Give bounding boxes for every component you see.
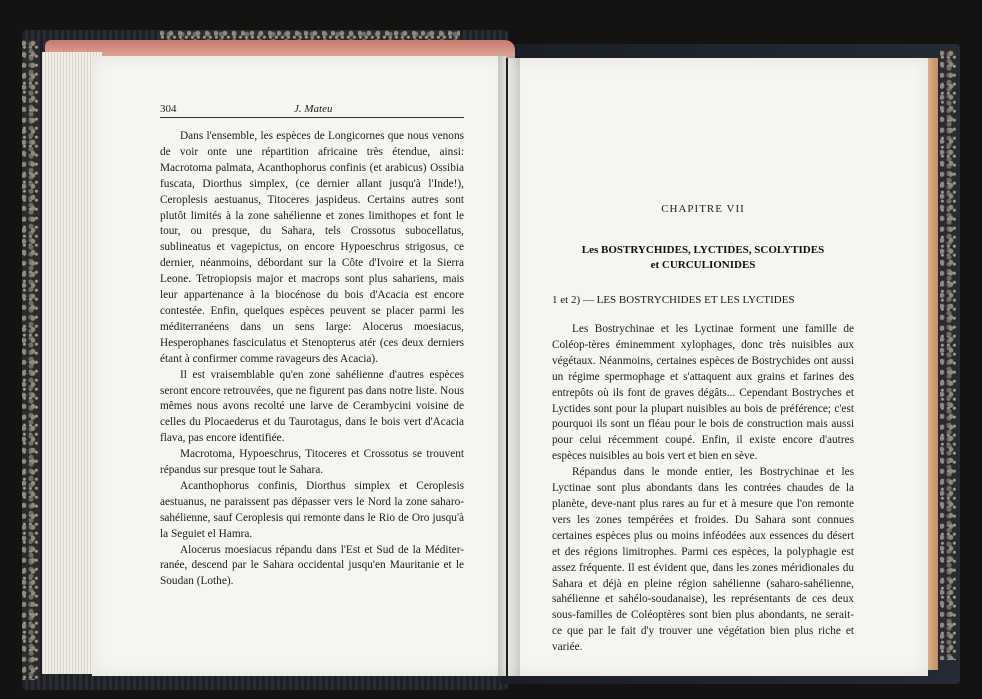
- chapter-heading: CHAPITRE VII: [661, 203, 745, 215]
- paragraph: Répandus dans le monde entier, les Bostrychinae et les Lyctinae sont plus abondants dans les contrées chaudes de la planète, deve-nant plus rares au fur et à mesure que l'on remonte vers les zones tempérées et froides. Du Sahara sont connues certaines espèces plus ou moins inféodées aux essences du désert et des régions limitrophes. Parmi ces espèces, la polyphagie est assez fréquente. Il est évident que, dans les zones méridionales du Sahara et déjà en pleine région sahélienne (saharo-sahélienne, sahélienne et sahélo-soudanaise), les représentants de ces deux sous-familles de Coléoptères sont bien plus abondants, ne serait-ce que par le fait d'y trouver une végétation bien plus riche et variée.: [552, 466, 854, 654]
- paragraph: Il est vraisemblable qu'en zone sahélienne d'autres espèces seront encore retrouvées, que ne figurent pas dans notre liste. Nous mêmes nous avons recolté une larve de Cerambycini voisine de celles du Plocaederus et du Taurotagus, dans le bois vert d'Acacia flava, pas encore identifiée.: [160, 368, 464, 445]
- paragraph: Les Bostrychinae et les Lyctinae forment une famille de Coléop-tères éminemment xylophages, donc très nuisibles aux végétaux. Néanmoins, certaines espèces de Bostrychides ont aussi un régime spermophage et s'attaquent aux grains et farines des entrepôts où ils font de graves dégâts... Cependant Bostryches et Lyctides sont pour la plupart nuisibles au bois de préférence; c'est pourquoi ils sont un fléau pour le bois de construction mais aussi pour celui récemment coupé. Enfin, il existe encore d'autres espèces nuisibles au bois vert et bien en sève.: [552, 323, 854, 463]
- chapter-title: [552, 243, 854, 273]
- page-edge-right: [928, 58, 938, 670]
- chapter-title-line: et CURCULIONIDES: [650, 259, 756, 271]
- chapter-title-line: Les BOSTRYCHIDES, LYCTIDES, SCOLYTIDES: [581, 244, 825, 256]
- book-gutter: [498, 56, 520, 676]
- show-through-text: [552, 100, 854, 200]
- paragraph: Acanthophorus confinis, Diorthus simplex et Ceroplesis aestuanus, ne paraissent pas dépasser vers le Nord la zone saharo-sahélienne, sauf Ceroplesis qui remonte dans le Rio de Oro jusqu'à la Seguiet el Hamra.: [160, 479, 464, 540]
- page-number: 304: [160, 103, 177, 115]
- marbled-cover-edge-left: [22, 40, 40, 680]
- right-page-body: [552, 322, 854, 656]
- paragraph: Dans l'ensemble, les espèces de Longicornes que nous venons de voir onte une répartition africaine très étendue, ainsi: Macrotoma palmata, Acanthophorus confinis (et arabicus) Ossibia fuscata, Diorthus simplex, (ce dernier allant jusqu'à l'Inde!), Ceroplesis aestuanus, Titoceres jaspideus. Certains autres sont plutôt limités à la zone sahélienne et zones limithopes et font le tour, ou presque, du Sahara, tels Crossotus subocellatus, sublineatus et vagepictus, on encore Hypoeschrus strigosus, ce dernier, néanmoins, débordant sur la Côte d'Ivoire et la Sierra Leone. Tetropiopsis major et macrops sont plus sahariens, mais leur appartenance à la biocénose du bois d'Acacia est encore contestée. Enfin, quelques espèces peuvent se placer parmi les méditerranéens dans un sens large: Alocerus moesiacus, Hesperophanes fasciculatus et Stenopterus atér (ces deux derniers étant à confirmer comme ravageurs des Acacia).: [160, 130, 464, 365]
- paragraph: Alocerus moesiacus répandu dans l'Est et Sud de la Méditer-ranée, descend par le Sahara occidental jusqu'en Mauritanie et le Soudan (Lothe).: [160, 543, 464, 588]
- paragraph: Macrotoma, Hypoeschrus, Titoceres et Crossotus se trouvent répandus sur presque tout le Sahara.: [160, 448, 464, 477]
- marbled-cover-edge-right: [940, 50, 956, 660]
- section-heading: 1 et 2) — LES BOSTRYCHIDES ET LES LYCTIDES: [552, 294, 795, 306]
- left-page-header: [160, 103, 464, 118]
- running-head: J. Mateu: [294, 103, 333, 115]
- left-page-body: [160, 129, 464, 590]
